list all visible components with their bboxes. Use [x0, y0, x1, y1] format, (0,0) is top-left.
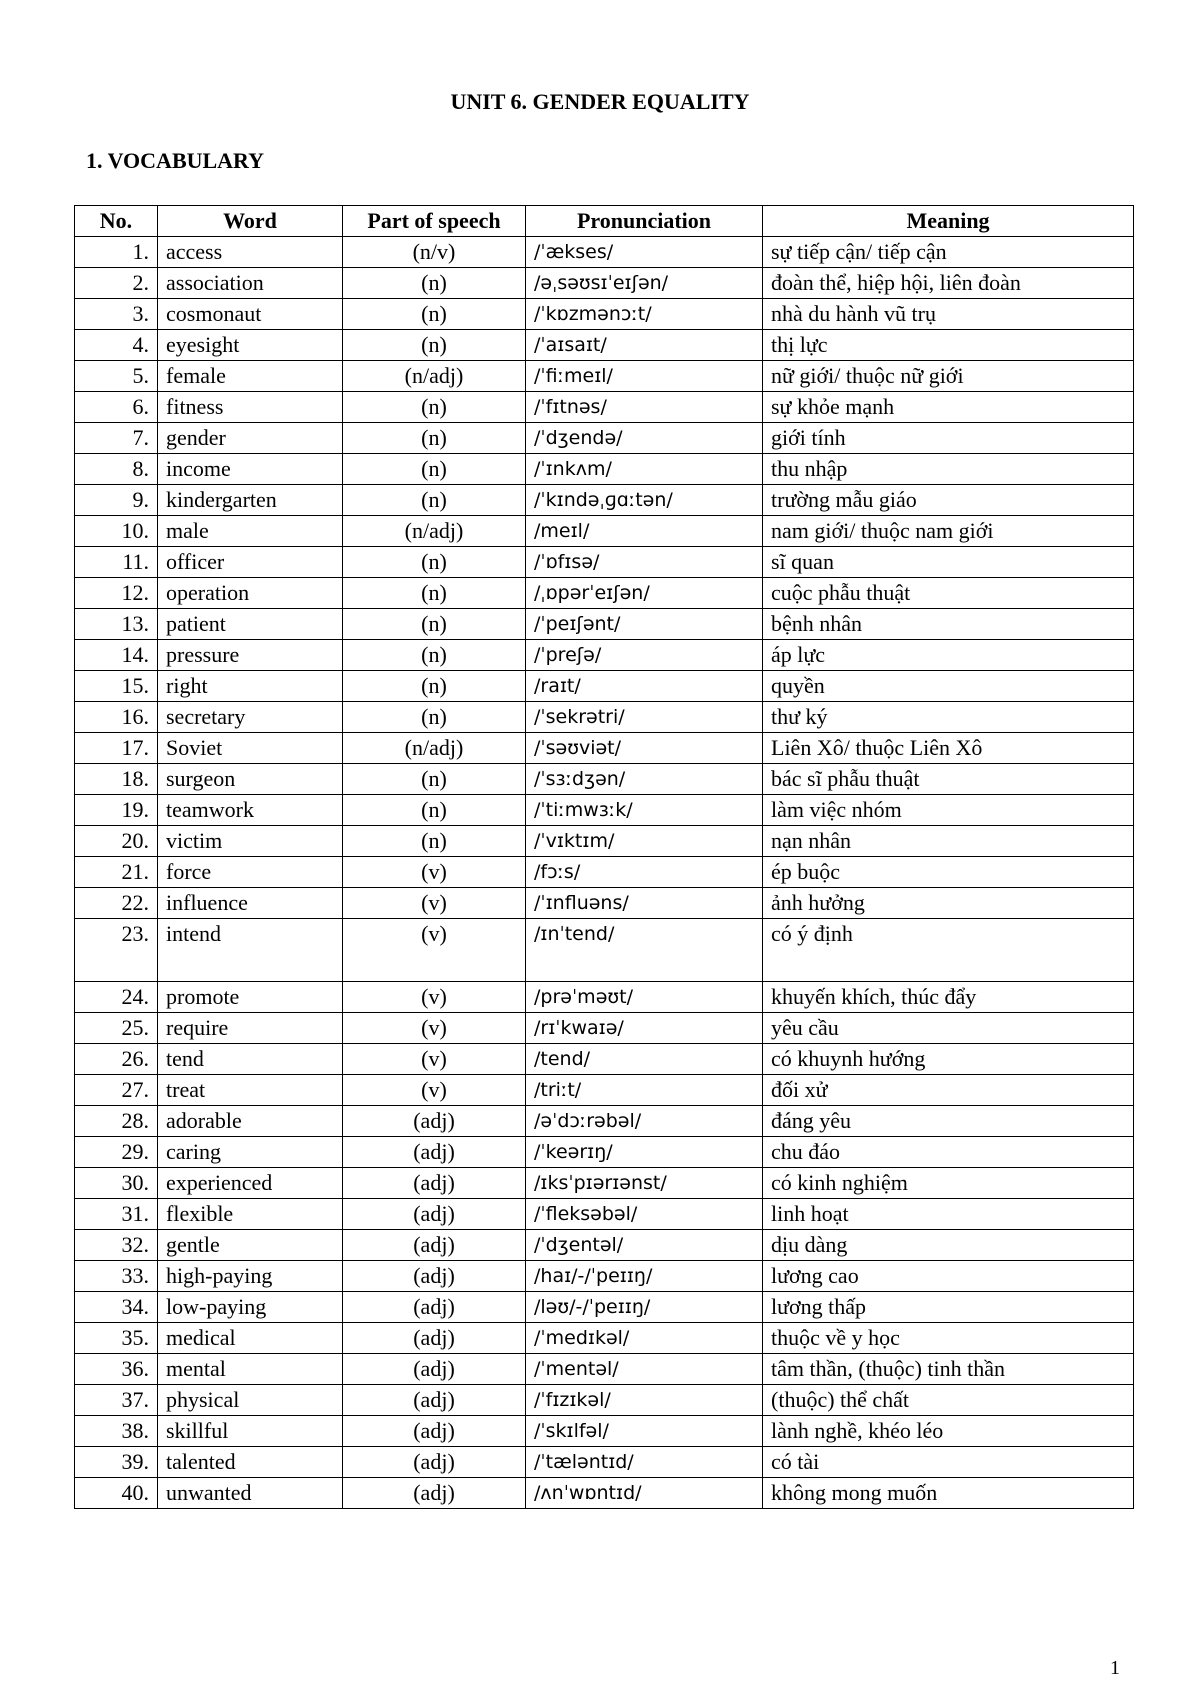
cell-part-of-speech: (adj) — [343, 1106, 526, 1137]
cell-no: 3. — [75, 299, 158, 330]
cell-meaning: giới tính — [763, 423, 1134, 454]
cell-word: right — [158, 671, 343, 702]
cell-pronunciation: /ləʊ/-/ˈpeɪɪŋ/ — [526, 1292, 763, 1323]
cell-pronunciation: /ˈsɜːdʒən/ — [526, 764, 763, 795]
cell-pronunciation: /ˈfɪtnəs/ — [526, 392, 763, 423]
table-row — [75, 1261, 1134, 1292]
cell-pronunciation: /ˈtæləntɪd/ — [526, 1447, 763, 1478]
cell-part-of-speech: (v) — [343, 1013, 526, 1044]
cell-part-of-speech: (n/adj) — [343, 733, 526, 764]
section-heading: 1. VOCABULARY — [86, 148, 265, 173]
cell-pronunciation: /prəˈməʊt/ — [526, 982, 763, 1013]
cell-no: 29. — [75, 1137, 158, 1168]
cell-word: male — [158, 516, 343, 547]
cell-pronunciation: /əˌsəʊsɪˈeɪʃən/ — [526, 268, 763, 299]
page-number: 1 — [1110, 1657, 1120, 1679]
table-row — [75, 919, 1134, 982]
cell-no: 24. — [75, 982, 158, 1013]
cell-meaning: nữ giới/ thuộc nữ giới — [763, 361, 1134, 392]
cell-part-of-speech: (n) — [343, 268, 526, 299]
cell-part-of-speech: (adj) — [343, 1385, 526, 1416]
cell-pronunciation: /ˌɒpərˈeɪʃən/ — [526, 578, 763, 609]
cell-pronunciation: /ˈvɪktɪm/ — [526, 826, 763, 857]
cell-word: adorable — [158, 1106, 343, 1137]
cell-no: 16. — [75, 702, 158, 733]
cell-word: kindergarten — [158, 485, 343, 516]
table-row — [75, 826, 1134, 857]
cell-no: 35. — [75, 1323, 158, 1354]
header-no: No. — [75, 206, 158, 237]
vocabulary-table — [74, 205, 1134, 1509]
cell-no: 14. — [75, 640, 158, 671]
cell-word: low-paying — [158, 1292, 343, 1323]
cell-word: tend — [158, 1044, 343, 1075]
cell-part-of-speech: (adj) — [343, 1478, 526, 1509]
table-row — [75, 1354, 1134, 1385]
cell-word: flexible — [158, 1199, 343, 1230]
cell-meaning: bác sĩ phẫu thuật — [763, 764, 1134, 795]
cell-word: intend — [158, 919, 343, 982]
table-row — [75, 454, 1134, 485]
cell-part-of-speech: (n) — [343, 547, 526, 578]
cell-pronunciation: /ˈaɪsaɪt/ — [526, 330, 763, 361]
table-body — [75, 237, 1134, 1509]
table-row — [75, 733, 1134, 764]
cell-part-of-speech: (n) — [343, 764, 526, 795]
table-row — [75, 1385, 1134, 1416]
cell-part-of-speech: (adj) — [343, 1168, 526, 1199]
cell-part-of-speech: (n) — [343, 485, 526, 516]
cell-no: 1. — [75, 237, 158, 268]
cell-pronunciation: /ˈfleksəbəl/ — [526, 1199, 763, 1230]
cell-no: 22. — [75, 888, 158, 919]
cell-no: 2. — [75, 268, 158, 299]
cell-pronunciation: /ˈpeɪʃənt/ — [526, 609, 763, 640]
cell-meaning: sự tiếp cận/ tiếp cận — [763, 237, 1134, 268]
table-row — [75, 1478, 1134, 1509]
cell-word: force — [158, 857, 343, 888]
cell-meaning: sự khỏe mạnh — [763, 392, 1134, 423]
cell-pronunciation: /ˈskɪlfəl/ — [526, 1416, 763, 1447]
cell-meaning: yêu cầu — [763, 1013, 1134, 1044]
cell-pronunciation: /raɪt/ — [526, 671, 763, 702]
table-row — [75, 268, 1134, 299]
table-row — [75, 764, 1134, 795]
table-row — [75, 1416, 1134, 1447]
cell-no: 12. — [75, 578, 158, 609]
table-row — [75, 1106, 1134, 1137]
cell-pronunciation: /ɪksˈpɪərɪənst/ — [526, 1168, 763, 1199]
cell-pronunciation: /ˈɪnfluəns/ — [526, 888, 763, 919]
cell-word: physical — [158, 1385, 343, 1416]
cell-pronunciation: /tend/ — [526, 1044, 763, 1075]
cell-no: 18. — [75, 764, 158, 795]
cell-meaning: sĩ quan — [763, 547, 1134, 578]
table-row — [75, 361, 1134, 392]
cell-no: 7. — [75, 423, 158, 454]
cell-word: Soviet — [158, 733, 343, 764]
cell-no: 30. — [75, 1168, 158, 1199]
cell-word: experienced — [158, 1168, 343, 1199]
cell-word: promote — [158, 982, 343, 1013]
cell-no: 10. — [75, 516, 158, 547]
cell-part-of-speech: (adj) — [343, 1261, 526, 1292]
cell-part-of-speech: (n) — [343, 578, 526, 609]
table-row — [75, 1292, 1134, 1323]
table-row — [75, 640, 1134, 671]
table-row — [75, 485, 1134, 516]
cell-no: 34. — [75, 1292, 158, 1323]
cell-part-of-speech: (v) — [343, 919, 526, 982]
cell-no: 28. — [75, 1106, 158, 1137]
cell-no: 4. — [75, 330, 158, 361]
cell-no: 19. — [75, 795, 158, 826]
cell-part-of-speech: (n) — [343, 795, 526, 826]
cell-no: 9. — [75, 485, 158, 516]
cell-meaning: ép buộc — [763, 857, 1134, 888]
cell-part-of-speech: (adj) — [343, 1137, 526, 1168]
cell-meaning: có ý định — [763, 919, 1134, 982]
cell-part-of-speech: (n) — [343, 826, 526, 857]
cell-part-of-speech: (n) — [343, 702, 526, 733]
cell-meaning: chu đáo — [763, 1137, 1134, 1168]
cell-pronunciation: /ˈfɪzɪkəl/ — [526, 1385, 763, 1416]
cell-word: gentle — [158, 1230, 343, 1261]
cell-no: 8. — [75, 454, 158, 485]
cell-word: female — [158, 361, 343, 392]
table-row — [75, 671, 1134, 702]
cell-part-of-speech: (n) — [343, 299, 526, 330]
cell-no: 38. — [75, 1416, 158, 1447]
cell-part-of-speech: (n) — [343, 454, 526, 485]
cell-word: talented — [158, 1447, 343, 1478]
cell-meaning: đối xử — [763, 1075, 1134, 1106]
cell-meaning: thu nhập — [763, 454, 1134, 485]
table-row — [75, 702, 1134, 733]
cell-meaning: lành nghề, khéo léo — [763, 1416, 1134, 1447]
cell-pronunciation: /rɪˈkwaɪə/ — [526, 1013, 763, 1044]
cell-pronunciation: /ˈdʒentəl/ — [526, 1230, 763, 1261]
cell-part-of-speech: (n) — [343, 330, 526, 361]
cell-meaning: trường mẫu giáo — [763, 485, 1134, 516]
cell-part-of-speech: (v) — [343, 982, 526, 1013]
cell-meaning: đoàn thể, hiệp hội, liên đoàn — [763, 268, 1134, 299]
header-meaning: Meaning — [763, 206, 1134, 237]
table-row — [75, 888, 1134, 919]
cell-meaning: thư ký — [763, 702, 1134, 733]
table-row — [75, 1075, 1134, 1106]
table-row — [75, 516, 1134, 547]
cell-pronunciation: /ˈsəʊviət/ — [526, 733, 763, 764]
cell-meaning: thị lực — [763, 330, 1134, 361]
cell-meaning: tâm thần, (thuộc) tinh thần — [763, 1354, 1134, 1385]
cell-pronunciation: /ˈkɪndəˌɡɑːtən/ — [526, 485, 763, 516]
cell-word: access — [158, 237, 343, 268]
cell-meaning: dịu dàng — [763, 1230, 1134, 1261]
cell-meaning: ảnh hưởng — [763, 888, 1134, 919]
table-row — [75, 1013, 1134, 1044]
cell-word: operation — [158, 578, 343, 609]
cell-word: eyesight — [158, 330, 343, 361]
cell-no: 40. — [75, 1478, 158, 1509]
cell-word: influence — [158, 888, 343, 919]
cell-no: 20. — [75, 826, 158, 857]
cell-meaning: khuyến khích, thúc đẩy — [763, 982, 1134, 1013]
cell-meaning: lương thấp — [763, 1292, 1134, 1323]
cell-no: 11. — [75, 547, 158, 578]
table-header-row — [75, 206, 1134, 237]
cell-no: 6. — [75, 392, 158, 423]
cell-no: 37. — [75, 1385, 158, 1416]
cell-no: 25. — [75, 1013, 158, 1044]
cell-part-of-speech: (adj) — [343, 1323, 526, 1354]
table-row — [75, 1447, 1134, 1478]
cell-word: treat — [158, 1075, 343, 1106]
header-part-of-speech: Part of speech — [343, 206, 526, 237]
table-row — [75, 1323, 1134, 1354]
cell-word: surgeon — [158, 764, 343, 795]
cell-word: high-paying — [158, 1261, 343, 1292]
cell-no: 15. — [75, 671, 158, 702]
cell-pronunciation: /ˈdʒendə/ — [526, 423, 763, 454]
cell-pronunciation: /ˈtiːmwɜːk/ — [526, 795, 763, 826]
table-row — [75, 609, 1134, 640]
cell-word: fitness — [158, 392, 343, 423]
cell-meaning: có kinh nghiệm — [763, 1168, 1134, 1199]
cell-no: 39. — [75, 1447, 158, 1478]
cell-part-of-speech: (adj) — [343, 1292, 526, 1323]
cell-pronunciation: /fɔːs/ — [526, 857, 763, 888]
table-row — [75, 423, 1134, 454]
cell-pronunciation: /haɪ/-/ˈpeɪɪŋ/ — [526, 1261, 763, 1292]
cell-meaning: bệnh nhân — [763, 609, 1134, 640]
cell-part-of-speech: (n/adj) — [343, 361, 526, 392]
table-row — [75, 330, 1134, 361]
cell-word: require — [158, 1013, 343, 1044]
cell-part-of-speech: (adj) — [343, 1416, 526, 1447]
cell-pronunciation: /meɪl/ — [526, 516, 763, 547]
cell-meaning: quyền — [763, 671, 1134, 702]
cell-word: medical — [158, 1323, 343, 1354]
cell-meaning: cuộc phẫu thuật — [763, 578, 1134, 609]
cell-part-of-speech: (n) — [343, 423, 526, 454]
cell-meaning: không mong muốn — [763, 1478, 1134, 1509]
cell-meaning: nạn nhân — [763, 826, 1134, 857]
cell-meaning: thuộc về y học — [763, 1323, 1134, 1354]
cell-part-of-speech: (v) — [343, 1044, 526, 1075]
table-row — [75, 1044, 1134, 1075]
cell-pronunciation: /ˈsekrətri/ — [526, 702, 763, 733]
cell-pronunciation: /ˈpreʃə/ — [526, 640, 763, 671]
cell-pronunciation: /ˈɪnkʌm/ — [526, 454, 763, 485]
cell-pronunciation: /ʌnˈwɒntɪd/ — [526, 1478, 763, 1509]
cell-no: 17. — [75, 733, 158, 764]
cell-pronunciation: /triːt/ — [526, 1075, 763, 1106]
cell-no: 31. — [75, 1199, 158, 1230]
cell-word: victim — [158, 826, 343, 857]
cell-meaning: có khuynh hướng — [763, 1044, 1134, 1075]
cell-pronunciation: /ˈækses/ — [526, 237, 763, 268]
cell-meaning: lương cao — [763, 1261, 1134, 1292]
cell-word: caring — [158, 1137, 343, 1168]
cell-pronunciation: /ˈɒfɪsə/ — [526, 547, 763, 578]
cell-part-of-speech: (n) — [343, 671, 526, 702]
cell-word: unwanted — [158, 1478, 343, 1509]
cell-part-of-speech: (n) — [343, 609, 526, 640]
cell-no: 36. — [75, 1354, 158, 1385]
cell-part-of-speech: (adj) — [343, 1354, 526, 1385]
cell-pronunciation: /ˈkeərɪŋ/ — [526, 1137, 763, 1168]
table-row — [75, 1137, 1134, 1168]
cell-no: 5. — [75, 361, 158, 392]
table-row — [75, 1230, 1134, 1261]
cell-no: 33. — [75, 1261, 158, 1292]
cell-meaning: nhà du hành vũ trụ — [763, 299, 1134, 330]
page-title: UNIT 6. GENDER EQUALITY — [450, 89, 750, 114]
cell-part-of-speech: (v) — [343, 888, 526, 919]
cell-word: skillful — [158, 1416, 343, 1447]
cell-part-of-speech: (adj) — [343, 1447, 526, 1478]
cell-no: 27. — [75, 1075, 158, 1106]
cell-part-of-speech: (n/v) — [343, 237, 526, 268]
cell-meaning: đáng yêu — [763, 1106, 1134, 1137]
cell-part-of-speech: (v) — [343, 857, 526, 888]
table-row — [75, 237, 1134, 268]
cell-no: 26. — [75, 1044, 158, 1075]
header-pronunciation: Pronunciation — [526, 206, 763, 237]
cell-no: 32. — [75, 1230, 158, 1261]
cell-meaning: áp lực — [763, 640, 1134, 671]
cell-pronunciation: /əˈdɔːrəbəl/ — [526, 1106, 763, 1137]
cell-word: pressure — [158, 640, 343, 671]
cell-pronunciation: /ˈfiːmeɪl/ — [526, 361, 763, 392]
header-word: Word — [158, 206, 343, 237]
cell-part-of-speech: (n) — [343, 640, 526, 671]
cell-word: association — [158, 268, 343, 299]
cell-word: teamwork — [158, 795, 343, 826]
cell-pronunciation: /ɪnˈtend/ — [526, 919, 763, 982]
cell-no: 21. — [75, 857, 158, 888]
cell-word: income — [158, 454, 343, 485]
table-row — [75, 1199, 1134, 1230]
cell-part-of-speech: (n/adj) — [343, 516, 526, 547]
table-row — [75, 299, 1134, 330]
cell-word: patient — [158, 609, 343, 640]
cell-word: cosmonaut — [158, 299, 343, 330]
cell-pronunciation: /ˈmedɪkəl/ — [526, 1323, 763, 1354]
cell-word: secretary — [158, 702, 343, 733]
cell-part-of-speech: (v) — [343, 1075, 526, 1106]
cell-no: 13. — [75, 609, 158, 640]
cell-pronunciation: /ˈkɒzmənɔːt/ — [526, 299, 763, 330]
table-row — [75, 857, 1134, 888]
cell-meaning: Liên Xô/ thuộc Liên Xô — [763, 733, 1134, 764]
table-row — [75, 795, 1134, 826]
table-row — [75, 578, 1134, 609]
table-row — [75, 982, 1134, 1013]
cell-meaning: (thuộc) thể chất — [763, 1385, 1134, 1416]
cell-part-of-speech: (adj) — [343, 1230, 526, 1261]
table-row — [75, 1168, 1134, 1199]
cell-part-of-speech: (n) — [343, 392, 526, 423]
table-row — [75, 392, 1134, 423]
cell-part-of-speech: (adj) — [343, 1199, 526, 1230]
cell-word: gender — [158, 423, 343, 454]
cell-meaning: làm việc nhóm — [763, 795, 1134, 826]
cell-no: 23. — [75, 919, 158, 982]
table-row — [75, 547, 1134, 578]
cell-meaning: linh hoạt — [763, 1199, 1134, 1230]
cell-meaning: có tài — [763, 1447, 1134, 1478]
cell-meaning: nam giới/ thuộc nam giới — [763, 516, 1134, 547]
cell-word: officer — [158, 547, 343, 578]
cell-word: mental — [158, 1354, 343, 1385]
cell-pronunciation: /ˈmentəl/ — [526, 1354, 763, 1385]
